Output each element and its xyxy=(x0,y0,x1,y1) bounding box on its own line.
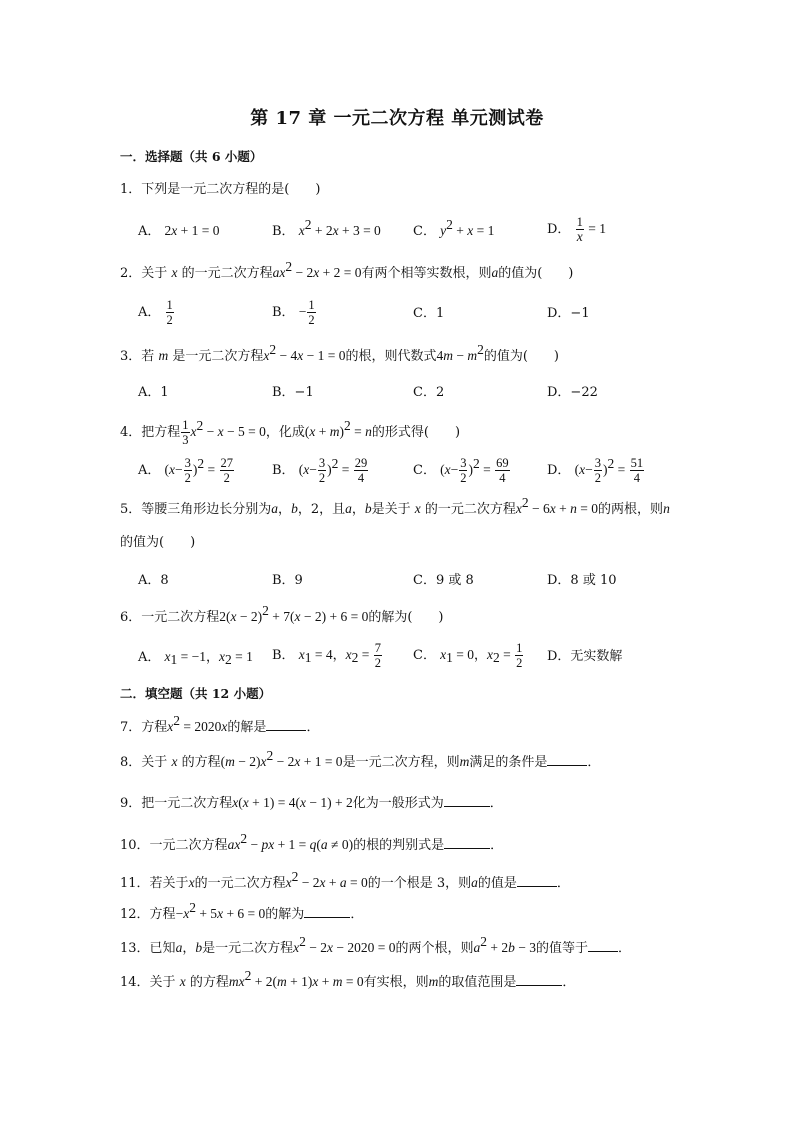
q6-option-b: B． $x_1 = 4$，$x_2$ = $\frac{7}{2}$ xyxy=(272,641,381,670)
q2-option-d: D．−1 xyxy=(547,306,590,321)
q3-option-b: B．−1 xyxy=(272,385,314,400)
answer-blank[interactable] xyxy=(588,939,618,952)
q6-option-d: D．无实数解 xyxy=(547,649,623,664)
q1-option-b: B． $x^2 + 2x + 3 = 0$ xyxy=(272,217,381,239)
q4-option-c: C． (x− $\frac{3}{2}$ )$^2$ = $\frac{69}{4}$ xyxy=(413,456,509,485)
answer-blank[interactable] xyxy=(517,874,557,887)
question-5: 5．等腰三角形边长分别为a，b，2，且a，b是关于 x 的一元二次方程$x^2 - 6x + n = 0$的两根，则n的值为( ) xyxy=(120,495,670,550)
q6-option-c: C． $x_1 = 0$，$x_2$ = $\frac{1}{2}$ xyxy=(413,641,523,670)
question-4: 4．把方程 $\frac{1}{3}$ $x^2 - x - 5 = 0$，化成$(x + m)^2 = n$的形式得( ) xyxy=(120,418,461,447)
q4-option-d: D． (x− $\frac{3}{2}$ )$^2$ = $\frac{51}{4}$ xyxy=(547,456,644,485)
q6-option-a: A． $x_1 = -1$，$x_2 = 1$ xyxy=(138,649,253,667)
section-choice-heading: 一．选择题（共 6 小题） xyxy=(120,149,263,164)
answer-blank[interactable] xyxy=(444,836,490,849)
question-14: 14．关于 x 的方程$mx^2 + 2(m + 1)x + m = 0$有实根，则m的取值范围是 ． xyxy=(120,968,576,990)
question-8: 8．关于 x 的方程$(m - 2)x^2 - 2x + 1 = 0$是一元二次方程，则m满足的条件是 ． xyxy=(120,748,601,770)
q3-option-c: C．2 xyxy=(413,385,445,400)
q3-option-d: D．−22 xyxy=(547,385,598,400)
q1-option-c: C． $y^2 + x = 1$ xyxy=(413,217,495,239)
answer-blank[interactable] xyxy=(444,794,490,807)
q4-option-b: B． (x− $\frac{3}{2}$ )$^2$ = $\frac{29}{4}$ xyxy=(272,456,368,485)
question-6: 6．一元二次方程$2(x - 2)^2 + 7(x - 2) + 6 = 0$的解为( ) xyxy=(120,603,444,625)
question-3: 3．若 m 是一元二次方程$x^2 - 4x - 1 = 0$的根，则代数式$4m - m^2$的值为( ) xyxy=(120,342,559,364)
question-9: 9．把一元二次方程x(x + 1) = 4(x − 1) + 2化为一般形式为 ． xyxy=(120,795,503,811)
q2-option-c: C．1 xyxy=(413,306,445,321)
question-10: 10．一元二次方程$ax^2$ − px + 1 = q(a ≠ 0)的根的判别式是 ． xyxy=(120,831,504,853)
section-fill-heading: 二．填空题（共 12 小题） xyxy=(120,686,272,701)
q3-option-a: A．1 xyxy=(138,385,169,400)
question-12: 12．方程$-x^2 + 5x + 6 = 0$的解为 ． xyxy=(120,900,364,922)
q5-option-c: C．9 或 8 xyxy=(413,573,474,588)
question-2: 2．关于 x 的一元二次方程$ax^2 - 2x + 2 = 0$有两个相等实数根，则a的值为( ) xyxy=(120,259,574,281)
q1-option-d: D． $\frac{1}{x}$ = 1 xyxy=(547,215,606,244)
q5-option-a: A．8 xyxy=(138,573,169,588)
answer-blank[interactable] xyxy=(547,753,587,766)
question-13: 13．已知a，b是一元二次方程$x^2 - 2x - 2020 = 0$的两个根，则$a^2 + 2b - 3$的值等于 ． xyxy=(120,934,631,956)
answer-blank[interactable] xyxy=(516,973,562,986)
page-title: 第 17 章 一元二次方程 单元测试卷 xyxy=(250,108,544,129)
q1-option-a: A． 2x + 1 = 0 xyxy=(138,223,220,239)
q2-option-a: A． $\frac{1}{2}$ xyxy=(138,298,173,327)
q2-option-b: B． − $\frac{1}{2}$ xyxy=(272,298,315,327)
answer-blank[interactable] xyxy=(304,905,350,918)
question-1: 1．下列是一元二次方程的是( ) xyxy=(120,182,321,197)
q4-option-a: A． (x− $\frac{3}{2}$ )$^2$ = $\frac{27}{2}$ xyxy=(138,456,234,485)
q5-option-b: B．9 xyxy=(272,573,303,588)
question-7: 7．方程$x^2 = 2020x$的解是 ． xyxy=(120,713,320,735)
question-11: 11．若关于x的一元二次方程$x^2 - 2x + a = 0$的一个根是 3，则a的值是 ． xyxy=(120,869,570,891)
q5-option-d: D．8 或 10 xyxy=(547,573,617,588)
answer-blank[interactable] xyxy=(266,718,306,731)
